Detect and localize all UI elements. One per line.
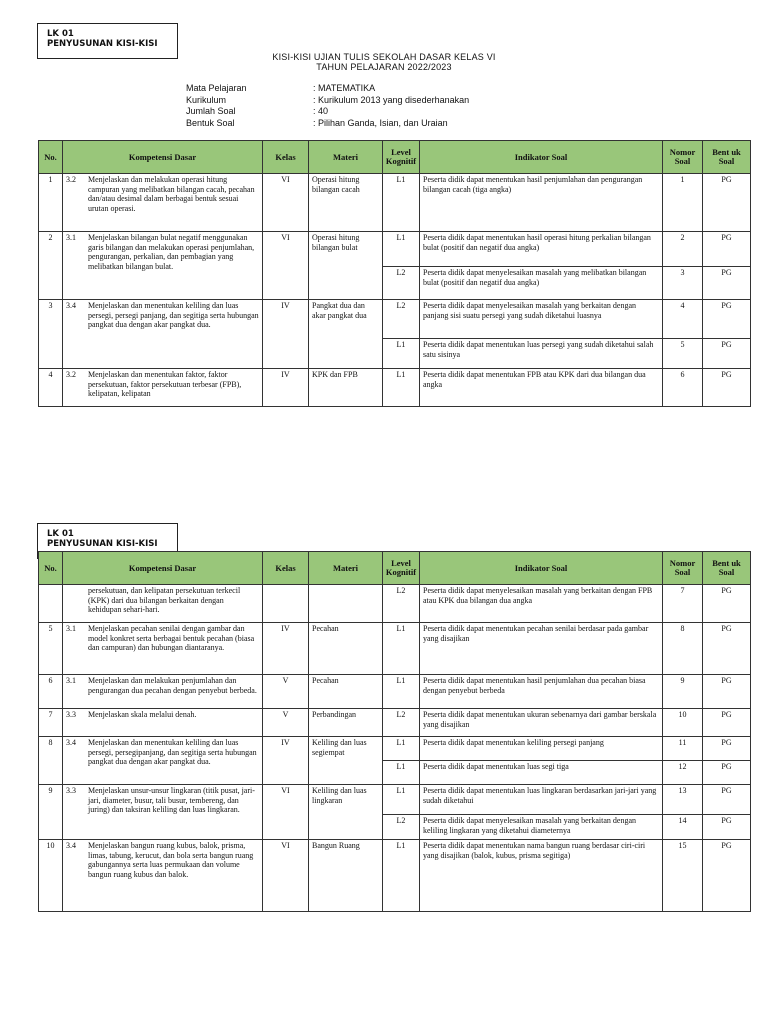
cell-no: 2 [39, 232, 63, 300]
cell-kompetensi-dasar [63, 174, 263, 232]
cell-indikator-soal: Peserta didik dapat menyelesaikan masalah yang berkaitan dengan panjang sisi suatu persegi yang sudah diketahui luasnya [420, 300, 663, 339]
kd-text-wrap [66, 233, 259, 271]
cell-no: 7 [39, 709, 63, 737]
cell-materi: Pecahan [309, 623, 383, 675]
cell-indikator-soal: Peserta didik dapat menentukan pecahan senilai berdasar pada gambar yang disajikan [420, 623, 663, 675]
cell-nomor-soal: 4 [663, 300, 703, 339]
kd-description: Menjelaskan bangun ruang kubus, balok, prisma, limas, tabung, kerucut, dan bola serta bangun ruang gabungannya serta luas permukaan dan volume bangun ruang kubus dan balok. [88, 841, 254, 879]
document-title: KISI-KISI UJIAN TULIS SEKOLAH DASAR KELAS VI [272, 52, 496, 62]
cell-no: 5 [39, 623, 63, 675]
cell-bentuk-soal: PG [703, 267, 751, 300]
kd-text-wrap [66, 710, 259, 720]
cell-indikator-soal: Peserta didik dapat menentukan nama bangun ruang berdasar ciri-ciri yang disajikan (balok, kubus, prisma segitiga) [420, 840, 663, 912]
kd-code: 3.3 [66, 710, 76, 719]
cell-bentuk-soal: PG [703, 761, 751, 785]
cell-indikator-soal: Peserta didik dapat menentukan keliling persegi panjang [420, 737, 663, 761]
table-row [39, 369, 751, 407]
cell-no: 3 [39, 300, 63, 369]
cell-level-kognitif: L2 [383, 300, 420, 339]
kd-text-wrap [66, 676, 259, 695]
cell-nomor-soal: 8 [663, 623, 703, 675]
cell-level-kognitif: L2 [383, 815, 420, 840]
meta-value: : 40 [313, 106, 329, 116]
cell-kompetensi-dasar [63, 737, 263, 785]
cell-materi [309, 585, 383, 623]
cell-indikator-soal: Peserta didik dapat menentukan hasil penjumlahan dua pecahan biasa dengan penyebut berbeda [420, 675, 663, 709]
kd-text-wrap [66, 841, 259, 879]
kd-code: 3.4 [66, 841, 76, 850]
cell-level-kognitif: L1 [383, 785, 420, 815]
col-header-kompetensi-dasar: Kompetensi Dasar [63, 552, 263, 585]
cell-bentuk-soal: PG [703, 675, 751, 709]
table-row [39, 737, 751, 761]
cell-bentuk-soal: PG [703, 232, 751, 267]
cell-bentuk-soal: PG [703, 840, 751, 912]
cell-materi: Keliling dan luas lingkaran [309, 785, 383, 840]
cell-nomor-soal: 12 [663, 761, 703, 785]
cell-indikator-soal: Peserta didik dapat menentukan ukuran sebenarnya dari gambar berskala yang disajikan [420, 709, 663, 737]
kd-code: 3.4 [66, 738, 76, 747]
meta-row [186, 95, 469, 107]
meta-row [186, 118, 469, 130]
meta-label: Kurikulum [186, 94, 227, 105]
cell-no: 9 [39, 785, 63, 840]
cell-kelas: IV [263, 737, 309, 785]
col-header-level-kognitif: Level Kognitif [383, 141, 420, 174]
cell-kompetensi-dasar [63, 675, 263, 709]
cell-bentuk-soal: PG [703, 815, 751, 840]
cell-bentuk-soal: PG [703, 623, 751, 675]
cell-nomor-soal: 7 [663, 585, 703, 623]
kisi-kisi-table-1 [38, 140, 751, 407]
kd-text-wrap [66, 175, 259, 213]
cell-level-kognitif: L1 [383, 339, 420, 369]
cell-kompetensi-dasar [63, 785, 263, 840]
cell-materi: Operasi hitung bilangan bulat [309, 232, 383, 300]
cell-indikator-soal: Peserta didik dapat menentukan hasil operasi hitung perkalian bilangan bulat (positif dan negatif dua angka) [420, 232, 663, 267]
kd-code: 3.4 [66, 301, 76, 310]
cell-nomor-soal: 15 [663, 840, 703, 912]
cell-no: 1 [39, 174, 63, 232]
table-row [39, 623, 751, 675]
col-header-materi: Materi [309, 141, 383, 174]
cell-kompetensi-dasar [63, 585, 263, 623]
cell-level-kognitif: L1 [383, 623, 420, 675]
table-row [39, 840, 751, 912]
kd-description: Menjelaskan dan melakukan penjumlahan dan pengurangan dua pecahan dengan penyebut berbeda. [88, 676, 257, 695]
cell-kompetensi-dasar [63, 623, 263, 675]
kd-description: Menjelaskan skala melalui denah. [88, 710, 197, 719]
kd-description: Menjelaskan dan menentukan keliling dan luas persegi, persegipanjang, dan segitiga serta hubungan pangkat dua dengan akar pangkat dua. [88, 738, 257, 766]
cell-kelas: VI [263, 785, 309, 840]
cell-kompetensi-dasar [63, 369, 263, 407]
cell-no: 10 [39, 840, 63, 912]
cell-bentuk-soal: PG [703, 585, 751, 623]
col-header-indikator-soal: Indikator Soal [420, 552, 663, 585]
cell-kelas: IV [263, 369, 309, 407]
kd-code: 3.1 [66, 233, 76, 242]
meta-value: : MATEMATIKA [313, 83, 376, 93]
cell-kompetensi-dasar [63, 232, 263, 300]
cell-nomor-soal: 1 [663, 174, 703, 232]
kd-code [66, 586, 88, 615]
cell-indikator-soal: Peserta didik dapat menyelesaikan masalah yang melibatkan bilangan bulat (positif dan negatif dua angka) [420, 267, 663, 300]
cell-no: 8 [39, 737, 63, 785]
kd-text-wrap [66, 624, 259, 653]
cell-level-kognitif: L2 [383, 585, 420, 623]
table-header-row [39, 552, 751, 585]
document-subtitle: TAHUN PELAJARAN 2022/2023 [316, 62, 452, 72]
col-header-level-kognitif: Level Kognitif [383, 552, 420, 585]
cell-no: 6 [39, 675, 63, 709]
cell-level-kognitif: L1 [383, 840, 420, 912]
meta-value: : Pilihan Ganda, Isian, dan Uraian [313, 117, 448, 128]
cell-kelas: V [263, 709, 309, 737]
table-header-row [39, 141, 751, 174]
cell-level-kognitif: L1 [383, 232, 420, 267]
cell-materi: Perbandingan [309, 709, 383, 737]
table-row [39, 232, 751, 267]
cell-nomor-soal: 11 [663, 737, 703, 761]
cell-nomor-soal: 5 [663, 339, 703, 369]
cell-level-kognitif: L1 [383, 761, 420, 785]
meta-label: Bentuk Soal [186, 117, 235, 128]
cell-kompetensi-dasar [63, 709, 263, 737]
cell-indikator-soal: Peserta didik dapat menentukan hasil penjumlahan dan pengurangan bilangan cacah (tiga angka) [420, 174, 663, 232]
kd-text-wrap [66, 738, 259, 767]
table-row [39, 785, 751, 815]
table-row [39, 174, 751, 232]
table-row [39, 585, 751, 623]
kd-text-wrap [66, 586, 259, 615]
cell-nomor-soal: 10 [663, 709, 703, 737]
cell-materi: Operasi hitung bilangan cacah [309, 174, 383, 232]
col-header-nomor-soal: Nomor Soal [663, 141, 703, 174]
col-header-kelas: Kelas [263, 552, 309, 585]
cell-kelas: VI [263, 174, 309, 232]
col-header-no: No. [39, 141, 63, 174]
cell-bentuk-soal: PG [703, 174, 751, 232]
meta-row [186, 83, 469, 95]
cell-indikator-soal: Peserta didik dapat menentukan luas segi tiga [420, 761, 663, 785]
kisi-kisi-table-2 [38, 551, 751, 912]
meta-label: Mata Pelajaran [186, 83, 247, 93]
table-row [39, 709, 751, 737]
meta-label: Jumlah Soal [186, 106, 236, 116]
col-header-no: No. [39, 552, 63, 585]
col-header-kelas: Kelas [263, 141, 309, 174]
kd-description: Menjelaskan dan menentukan keliling dan luas persegi, persegi panjang, dan segitiga serta hubungan pangkat dua dengan akar pangkat dua. [88, 301, 259, 329]
cell-no [39, 585, 63, 623]
kd-code: 3.1 [66, 676, 76, 685]
cell-indikator-soal: Peserta didik dapat menentukan FPB atau KPK dari dua bilangan dua angka [420, 369, 663, 407]
col-header-bentuk-soal: Bent uk Soal [703, 552, 751, 585]
kd-description: Menjelaskan pecahan senilai dengan gambar dan model konkret serta berbagai bentuk pecahan (biasa dan campuran) dan hubungan diantaranya. [88, 624, 255, 652]
cell-kelas [263, 585, 309, 623]
cell-kelas: IV [263, 623, 309, 675]
col-header-materi: Materi [309, 552, 383, 585]
kd-code: 3.1 [66, 624, 76, 633]
cell-bentuk-soal: PG [703, 300, 751, 339]
kd-text-wrap [66, 786, 259, 815]
cell-materi: Bangun Ruang [309, 840, 383, 912]
cell-level-kognitif: L2 [383, 267, 420, 300]
cell-level-kognitif: L2 [383, 709, 420, 737]
kd-description: Menjelaskan dan menentukan faktor, faktor persekutuan, faktor persekutuan terbesar (FPB), kelipatan, kelipatan [88, 370, 242, 398]
kd-text-wrap [66, 301, 259, 330]
cell-kompetensi-dasar [63, 840, 263, 912]
cell-nomor-soal: 3 [663, 267, 703, 300]
cell-indikator-soal: Peserta didik dapat menentukan luas lingkaran berdasarkan jari-jari yang sudah diketahui [420, 785, 663, 815]
cell-kelas: VI [263, 840, 309, 912]
col-header-indikator-soal: Indikator Soal [420, 141, 663, 174]
cell-kelas: V [263, 675, 309, 709]
meta-info [186, 83, 469, 129]
cell-indikator-soal: Peserta didik dapat menyelesaikan masalah yang berkaitan dengan keliling lingkaran yang diketahui diameternya [420, 815, 663, 840]
cell-bentuk-soal: PG [703, 369, 751, 407]
cell-bentuk-soal: PG [703, 339, 751, 369]
table-row [39, 300, 751, 339]
cell-bentuk-soal: PG [703, 737, 751, 761]
cell-level-kognitif: L1 [383, 675, 420, 709]
kd-code: 3.2 [66, 175, 76, 184]
lk-title: PENYUSUNAN KISI-KISI [47, 39, 158, 49]
kd-description: Menjelaskan unsur-unsur lingkaran (titik pusat, jari-jari, diameter, busur, tali busur, tembereng, dan juring) dan taksiran keliling dan luas lingkaran. [88, 786, 255, 814]
cell-materi: Keliling dan luas segiempat [309, 737, 383, 785]
kd-code: 3.3 [66, 786, 76, 795]
cell-indikator-soal: Peserta didik dapat menyelesaikan masalah yang berkaitan dengan FPB atau KPK dua bilangan dua angka [420, 585, 663, 623]
cell-level-kognitif: L1 [383, 174, 420, 232]
lk-number: LK 01 [47, 29, 74, 39]
kd-description: Menjelaskan dan melakukan operasi hitung campuran yang melibatkan bilangan cacah, pecahan dan/atau desimal dalam berbagai bentuk sesuai urutan operasi. [88, 175, 255, 213]
kd-code: 3.2 [66, 370, 76, 379]
cell-no: 4 [39, 369, 63, 407]
cell-materi: Pangkat dua dan akar pangkat dua [309, 300, 383, 369]
cell-level-kognitif: L1 [383, 369, 420, 407]
cell-materi: Pecahan [309, 675, 383, 709]
cell-kompetensi-dasar [63, 300, 263, 369]
cell-nomor-soal: 2 [663, 232, 703, 267]
lk-title: PENYUSUNAN KISI-KISI [47, 539, 158, 549]
cell-indikator-soal: Peserta didik dapat menentukan luas persegi yang sudah diketahui salah satu sisinya [420, 339, 663, 369]
cell-level-kognitif: L1 [383, 737, 420, 761]
cell-bentuk-soal: PG [703, 785, 751, 815]
cell-nomor-soal: 9 [663, 675, 703, 709]
kd-description: persekutuan, dan kelipatan persekutuan terkecil (KPK) dari dua bilangan berkaitan dengan kehidupan sehari-hari. [88, 586, 241, 614]
meta-value: : Kurikulum 2013 yang disederhanakan [313, 94, 470, 105]
cell-nomor-soal: 13 [663, 785, 703, 815]
lk-number: LK 01 [47, 529, 74, 539]
meta-row [186, 106, 469, 118]
cell-materi: KPK dan FPB [309, 369, 383, 407]
cell-kelas: IV [263, 300, 309, 369]
cell-nomor-soal: 14 [663, 815, 703, 840]
col-header-bentuk-soal: Bent uk Soal [703, 141, 751, 174]
col-header-kompetensi-dasar: Kompetensi Dasar [63, 141, 263, 174]
cell-nomor-soal: 6 [663, 369, 703, 407]
kd-description: Menjelaskan bilangan bulat negatif menggunakan garis bilangan dan melakukan operasi penjumlahan, pengurangan, perkalian, dan pembagian yang melibatkan bilangan bulat. [88, 233, 255, 271]
col-header-nomor-soal: Nomor Soal [663, 552, 703, 585]
cell-bentuk-soal: PG [703, 709, 751, 737]
kd-text-wrap [66, 370, 259, 399]
table-row [39, 675, 751, 709]
cell-kelas: VI [263, 232, 309, 300]
